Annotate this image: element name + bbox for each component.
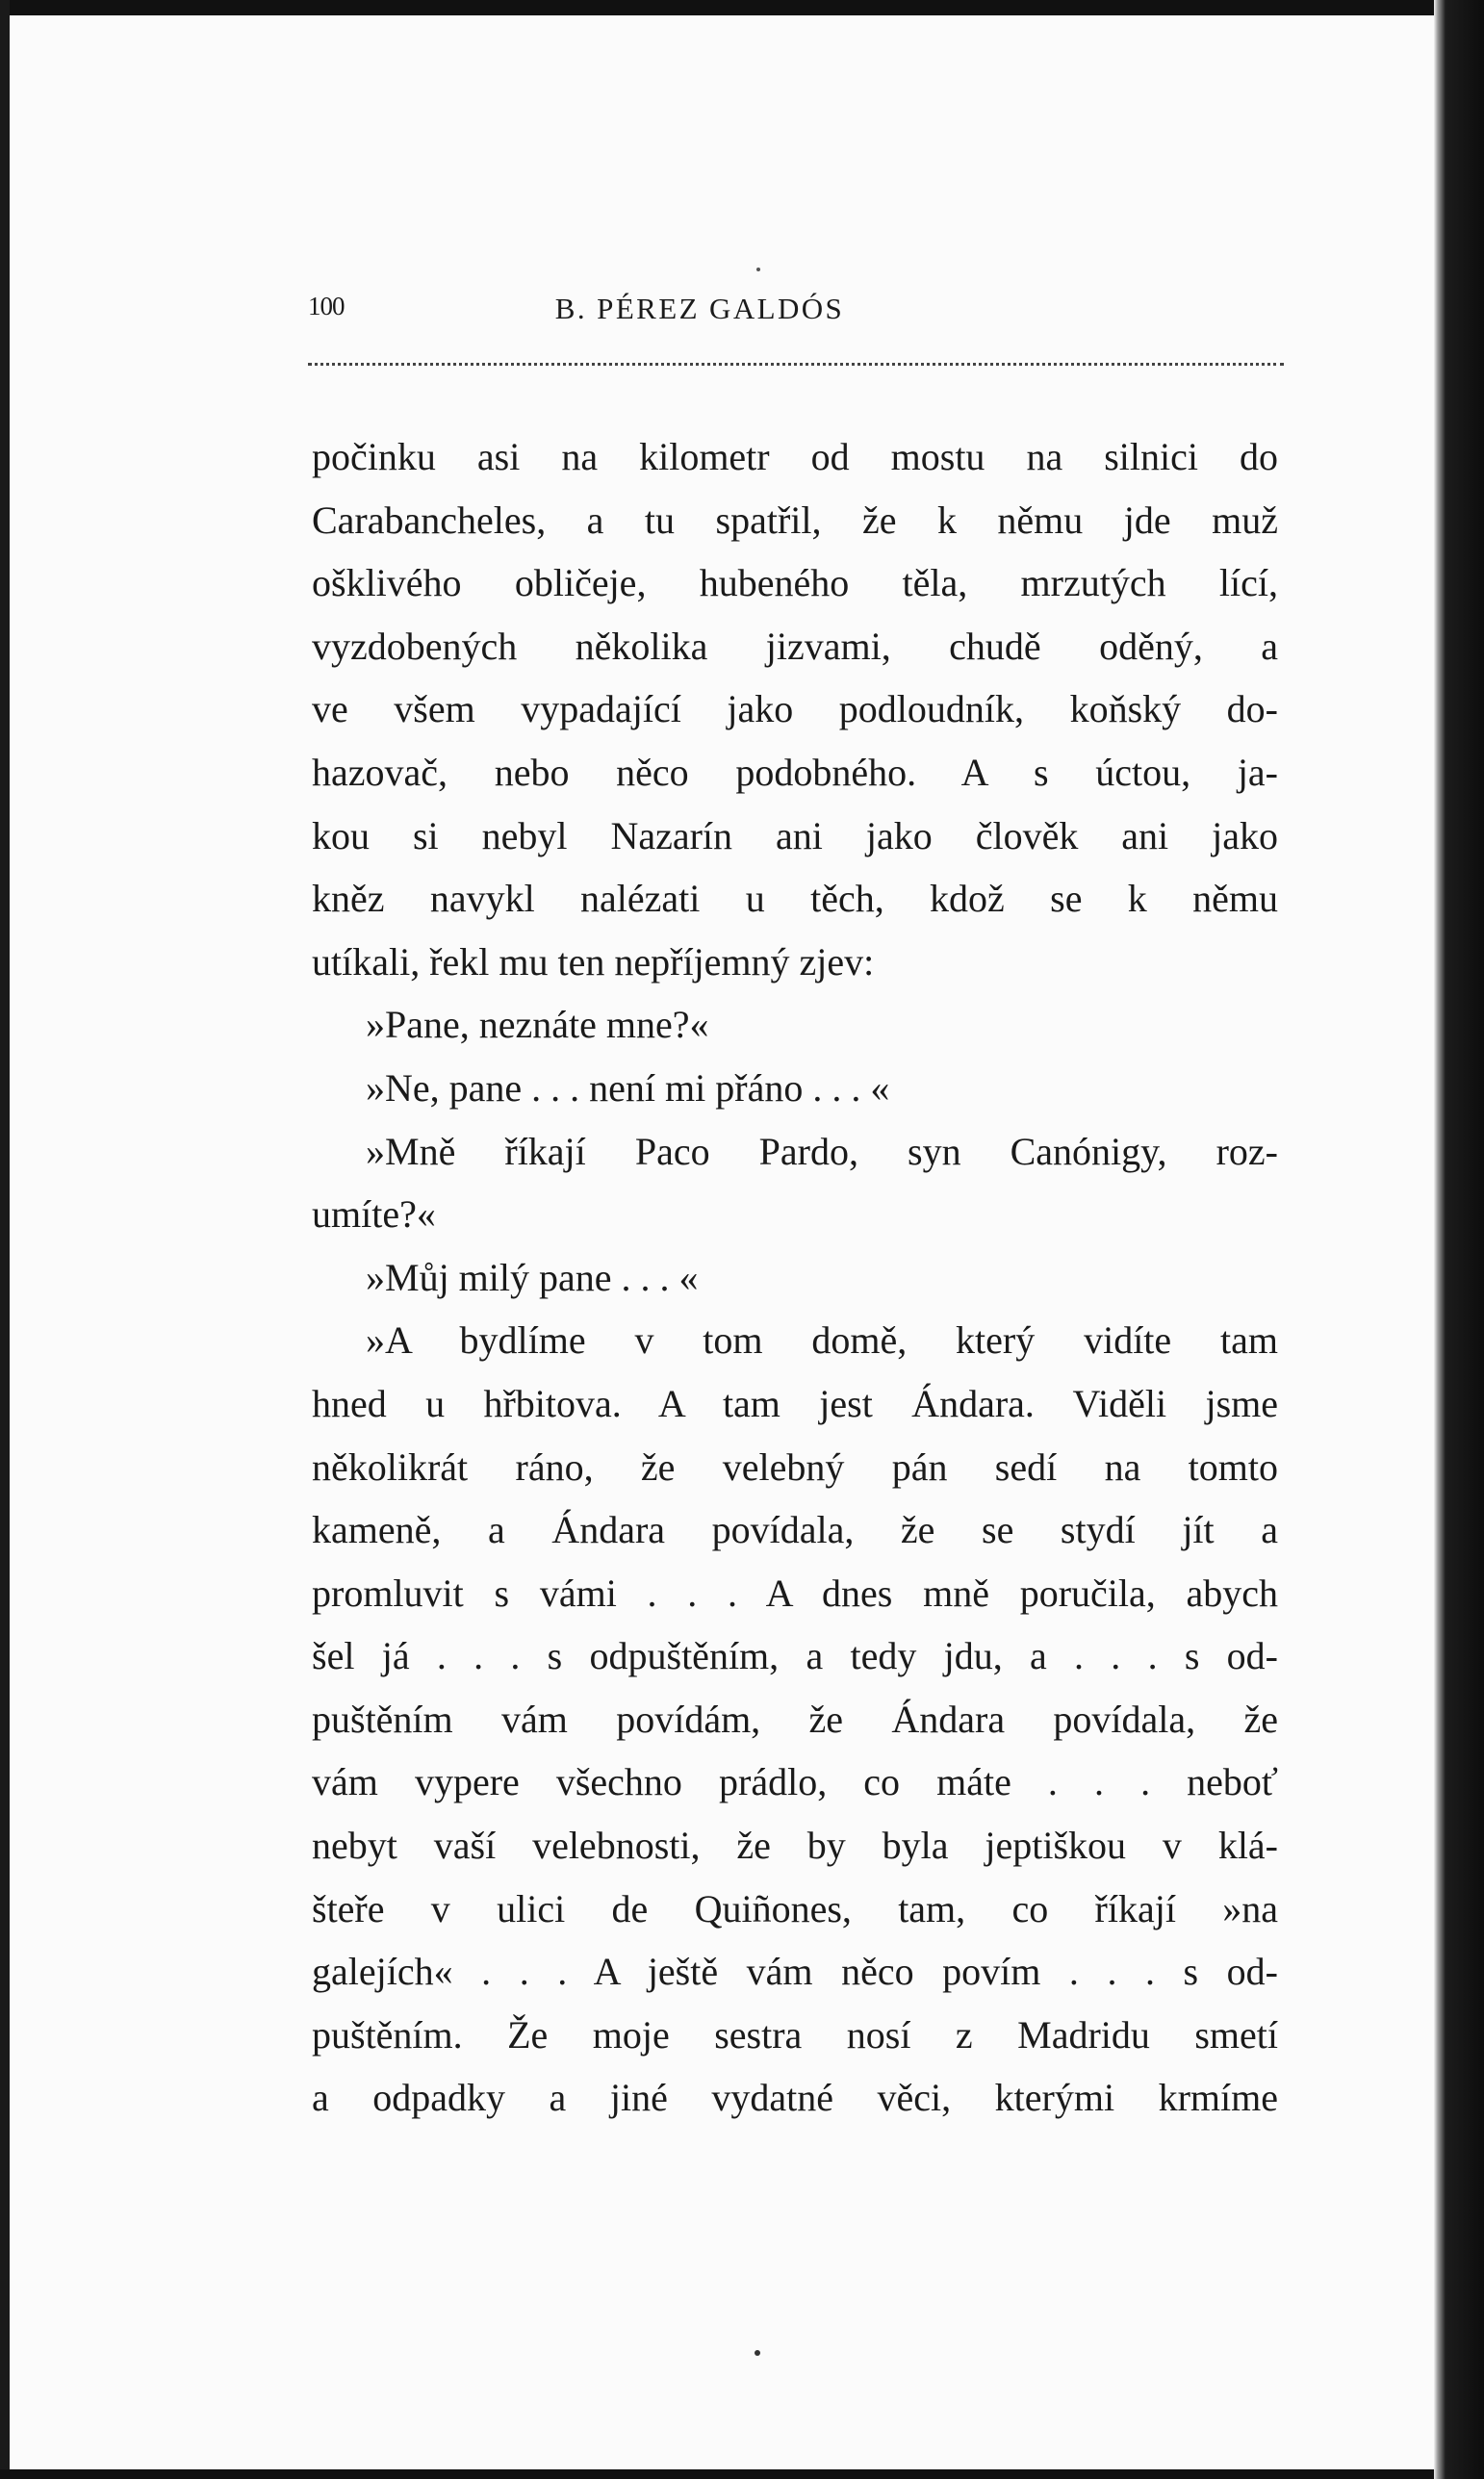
text-line: hned u hřbitova. A tam jest Ándara. Viděli jsme bbox=[312, 1381, 1278, 1425]
page-number: 100 bbox=[308, 292, 345, 320]
text-line: nebyt vaší velebnosti, že by byla jeptiškou v klá- bbox=[312, 1824, 1278, 1868]
text-line: šteře v ulici de Quiñones, tam, co říkají »na bbox=[312, 1886, 1278, 1930]
text-line: Carabancheles, a tu spatřil, že k němu jde muž bbox=[312, 498, 1278, 542]
text-line: galejích« . . . A ještě vám něco povím . . . s od- bbox=[312, 1950, 1278, 1994]
text-line: několikrát ráno, že velebný pán sedí na tomto bbox=[312, 1444, 1278, 1489]
scan-border-bottom bbox=[0, 2469, 1484, 2479]
text-line: vám vypere všechno prádlo, co máte . . . neboť bbox=[312, 1760, 1278, 1804]
text-line: umíte?« bbox=[312, 1192, 436, 1237]
body-text bbox=[312, 425, 1278, 2130]
text-line: počinku asi na kilometr od mostu na silnici do bbox=[312, 435, 1278, 478]
text-line: ve všem vypadající jako podloudník, koňský do- bbox=[312, 687, 1278, 731]
text-line: hazovač, nebo něco podobného. A s úctou, ja- bbox=[312, 750, 1278, 794]
text-line: »Mně říkají Paco Pardo, syn Canónigy, roz- bbox=[366, 1129, 1278, 1173]
text-line: kněz navykl nalézati u těch, kdož se k němu bbox=[312, 877, 1278, 921]
text-line: kameně, a Ándara povídala, že se stydí jít a bbox=[312, 1508, 1278, 1552]
text-line: »Můj milý pane . . . « bbox=[366, 1255, 699, 1299]
text-line: utíkali, řekl mu ten nepříjemný zjev: bbox=[312, 939, 875, 984]
text-line: vyzdobených několika jizvami, chudě oděný, a bbox=[312, 624, 1278, 668]
running-head bbox=[308, 292, 1284, 334]
text-line: »Ne, pane . . . není mi přáno . . . « bbox=[366, 1065, 890, 1110]
text-line: »Pane, neznáte mne?« bbox=[366, 1003, 709, 1047]
text-line: kou si nebyl Nazarín ani jako člověk ani jako bbox=[312, 813, 1278, 857]
header-rule bbox=[308, 363, 1284, 366]
scan-border-left bbox=[0, 0, 10, 2479]
paper-speck bbox=[756, 268, 760, 271]
running-title: B. PÉREZ GALDÓS bbox=[554, 292, 845, 325]
text-line: ošklivého obličeje, hubeného těla, mrzutých lící, bbox=[312, 561, 1278, 605]
text-line: »A bydlíme v tom domě, který vidíte tam bbox=[366, 1318, 1278, 1363]
text-line: puštěním. Že moje sestra nosí z Madridu smetí bbox=[312, 2012, 1278, 2057]
paper-speck bbox=[755, 2350, 760, 2356]
text-line: a odpadky a jiné vydatné věci, kterými krmíme bbox=[312, 2076, 1278, 2120]
text-line: šel já . . . s odpuštěním, a tedy jdu, a . . . s od- bbox=[312, 1634, 1278, 1678]
text-line: promluvit s vámi . . . A dnes mně poručila, abych bbox=[312, 1571, 1278, 1615]
scan-border-top bbox=[0, 0, 1484, 15]
text-line: puštěním vám povídám, že Ándara povídala, že bbox=[312, 1697, 1278, 1741]
scan-border-right bbox=[1434, 0, 1484, 2479]
